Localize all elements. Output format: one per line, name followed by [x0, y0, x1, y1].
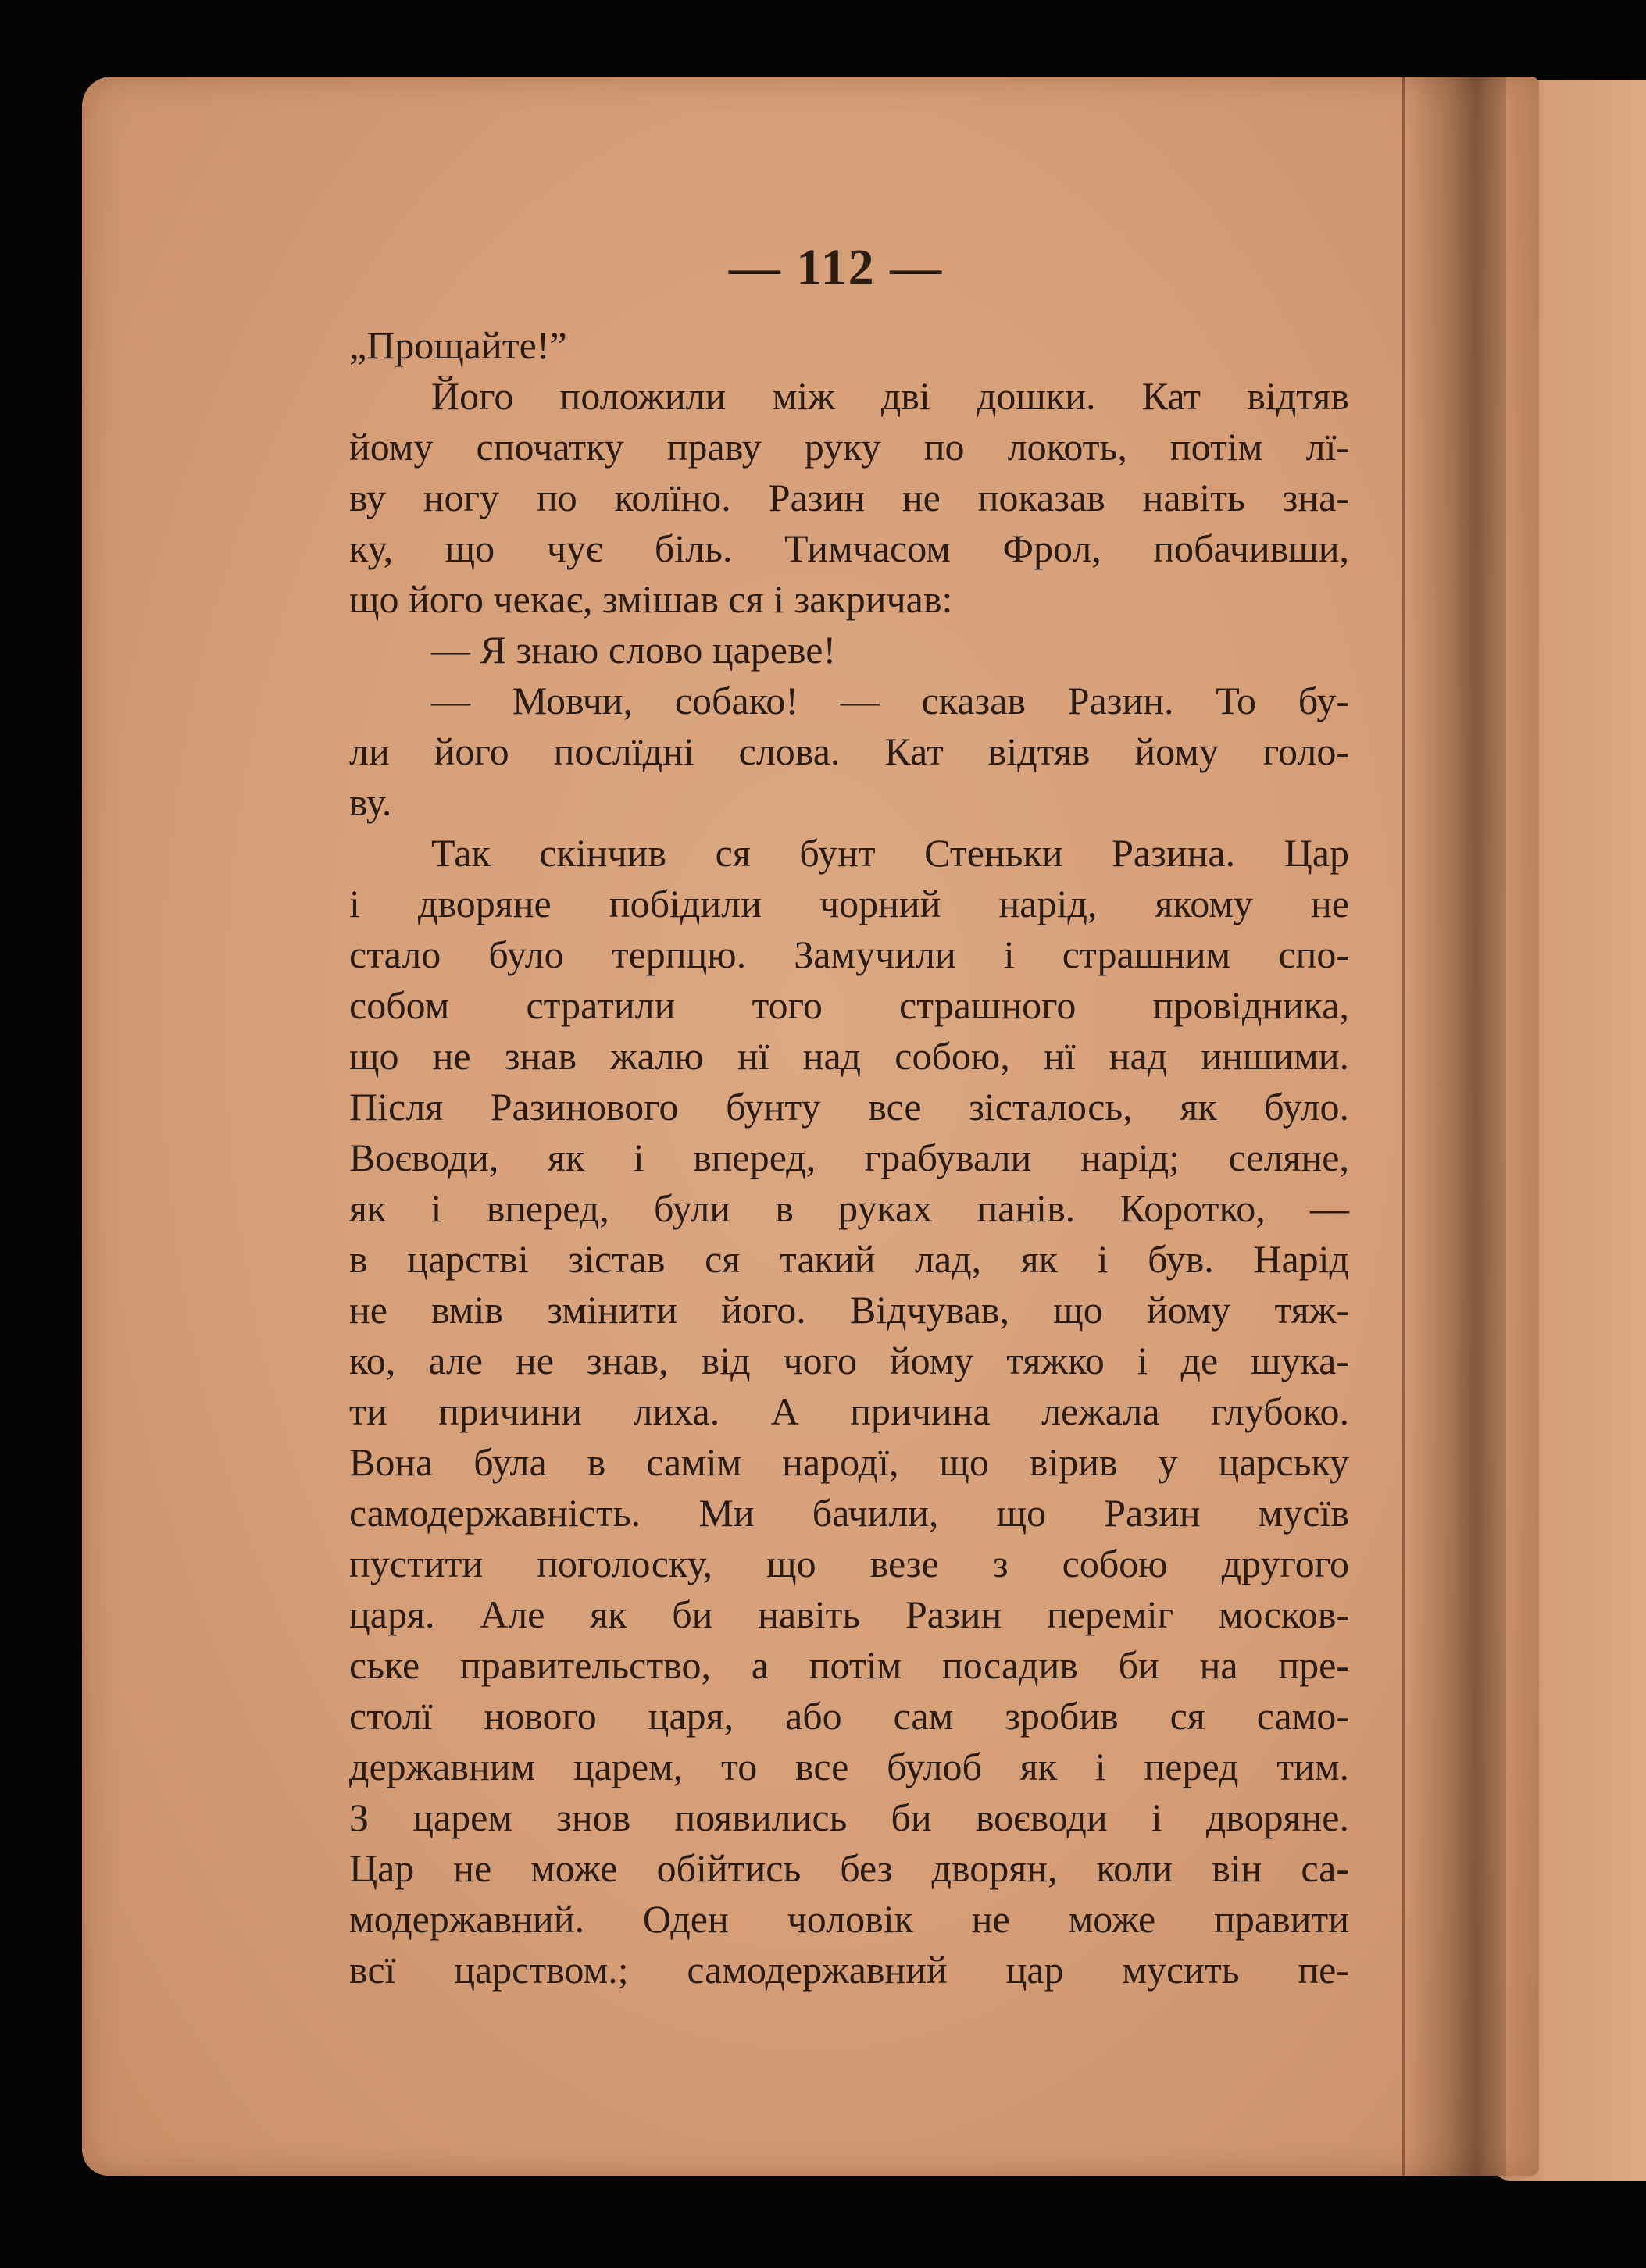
- text-line: і дворяне побідили чорний нарід, якому не: [349, 882, 1349, 925]
- text-line: всї царством.; самодержавний цар мусить пе-: [349, 1948, 1349, 1992]
- text-line: — Я знаю слово цареве!: [431, 628, 837, 672]
- text-line: Так скінчив ся бунт Стеньки Разина. Цар: [431, 831, 1349, 875]
- text-line: самодержавність. Ми бачили, що Разин мусїв: [349, 1491, 1349, 1535]
- text-line: Цар не може обійтись без дворян, коли він са-: [349, 1846, 1349, 1890]
- text-line: „Прощайте!”: [349, 323, 567, 367]
- text-line: як і вперед, були в руках панів. Коротко, —: [349, 1186, 1349, 1230]
- text-line: З царем знов появились би воєводи і дворяне.: [349, 1796, 1349, 1839]
- text-line: що його чекає, змішав ся і закричав:: [349, 577, 953, 621]
- book-spine-shadow: [1402, 77, 1506, 2176]
- text-line: ти причини лиха. А причина лежала глубоко.: [349, 1389, 1349, 1433]
- text-line: ву.: [349, 780, 392, 824]
- text-line: столї нового царя, або сам зробив ся само-: [349, 1694, 1349, 1738]
- text-line: пустити поголоску, що везе з собою другого: [349, 1542, 1349, 1585]
- text-line: Вона була в самім народї, що вірив у царську: [349, 1440, 1349, 1484]
- text-line: що не знав жалю нї над собою, нї над иншими.: [349, 1034, 1349, 1078]
- text-line: ку, що чує біль. Тимчасом Фрол, побачивши,: [349, 526, 1349, 570]
- text-line: ко, але не знав, від чого йому тяжко і де шука-: [349, 1339, 1349, 1382]
- text-line: стало було терпцю. Замучили і страшним спо-: [349, 933, 1349, 976]
- page-number: — 112 —: [728, 239, 944, 296]
- text-line: не вмів змінити його. Відчував, що йому тяж-: [349, 1288, 1349, 1332]
- text-line: ли його послїдні слова. Кат відтяв йому голо-: [349, 729, 1349, 773]
- text-line: собом стратили того страшного провідника,: [349, 983, 1349, 1027]
- text-line: державним царем, то все булоб як і перед тим.: [349, 1745, 1349, 1788]
- body-text: [349, 320, 1349, 1995]
- text-line: Воєводи, як і вперед, грабували нарід; селяне,: [349, 1136, 1349, 1179]
- text-line: — Мовчи, собако! — сказав Разин. То бу-: [431, 679, 1349, 722]
- text-line: Його положили між дві дошки. Кат відтяв: [431, 374, 1349, 418]
- text-line: ське правительство, а потім посадив би на пре-: [349, 1643, 1349, 1687]
- text-line: царя. Але як би навіть Разин переміг москов-: [349, 1592, 1349, 1636]
- text-line: ву ногу по колїно. Разин не показав навіть зна-: [349, 476, 1349, 519]
- text-line: в царстві зістав ся такий лад, як і був. Нарід: [349, 1237, 1349, 1281]
- text-line: йому спочатку праву руку по локоть, потім лї-: [349, 425, 1349, 469]
- text-line: Після Разинового бунту все зісталось, як було.: [349, 1085, 1349, 1129]
- text-line: модержавний. Оден чоловік не може правити: [349, 1897, 1349, 1941]
